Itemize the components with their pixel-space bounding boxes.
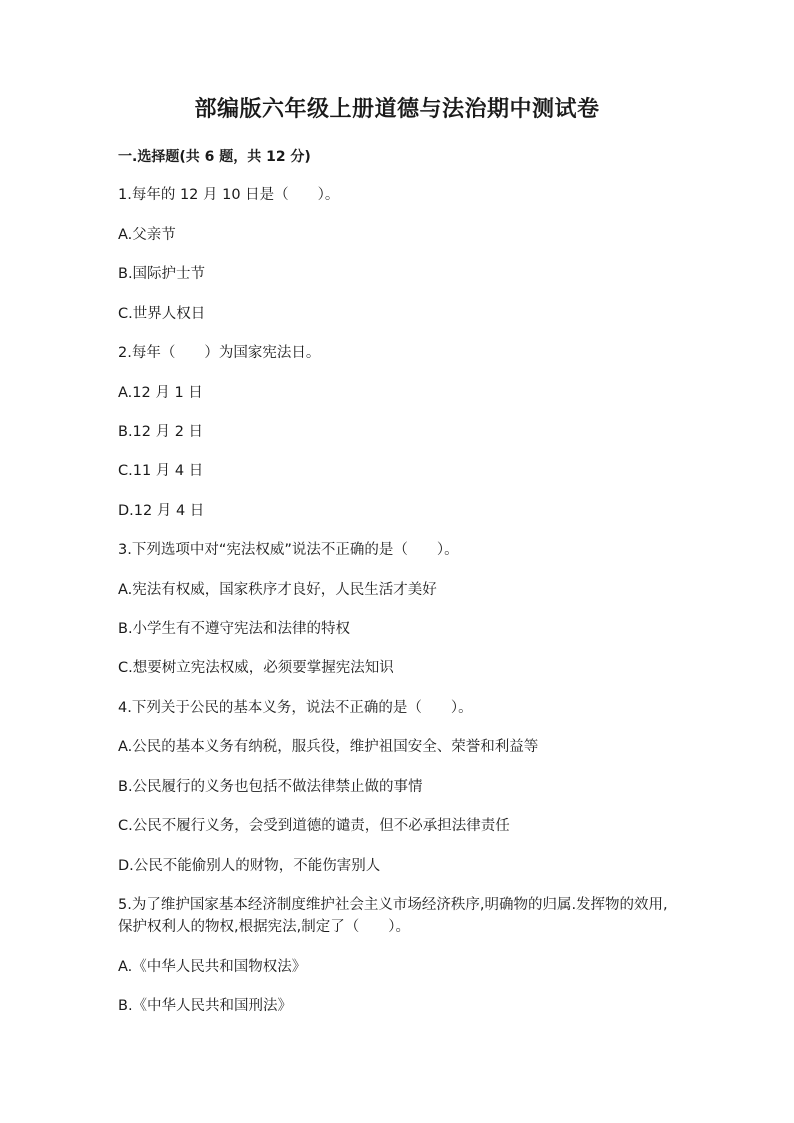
question-2-option-d: D.12 月 4 日	[118, 503, 205, 519]
question-2-stem: 2.每年（ ）为国家宪法日。	[118, 345, 321, 361]
question-3-option-c: C.想要树立宪法权威，必须要掌握宪法知识	[118, 660, 394, 676]
question-2-option-b: B.12 月 2 日	[118, 424, 204, 440]
question-3-stem: 3.下列选项中对“宪法权威”说法不正确的是（ ）。	[118, 542, 459, 558]
question-4-option-d: D.公民不能偷别人的财物，不能伤害别人	[118, 858, 381, 874]
question-2-option-c: C.11 月 4 日	[118, 463, 204, 479]
question-1-stem: 1.每年的 12 月 10 日是（ ）。	[118, 187, 340, 203]
question-5-option-a: A.《中华人民共和国物权法》	[118, 959, 307, 975]
question-4-stem: 4.下列关于公民的基本义务，说法不正确的是（ ）。	[118, 700, 473, 716]
question-3-option-a: A.宪法有权威，国家秩序才良好，人民生活才美好	[118, 582, 437, 598]
question-4-option-a: A.公民的基本义务有纳税，服兵役，维护祖国安全、荣誉和利益等	[118, 739, 539, 755]
question-4-option-c: C.公民不履行义务，会受到道德的谴责，但不必承担法律责任	[118, 818, 510, 834]
section-heading: 一.选择题(共 6 题，共 12 分)	[118, 149, 311, 165]
exam-title: 部编版六年级上册道德与法治期中测试卷	[194, 96, 600, 122]
question-1-option-c: C.世界人权日	[118, 306, 206, 322]
question-5-stem: 5.为了维护国家基本经济制度维护社会主义市场经济秩序,明确物的归属.发挥物的效用,保护权利人的物权,根据宪法,制定了（ ）。	[118, 897, 668, 935]
question-2-option-a: A.12 月 1 日	[118, 385, 203, 401]
question-5-option-b: B.《中华人民共和国刑法》	[118, 998, 293, 1014]
question-4-option-b: B.公民履行的义务也包括不做法律禁止做的事情	[118, 779, 423, 795]
question-3-option-b: B.小学生有不遵守宪法和法律的特权	[118, 621, 351, 637]
question-1-option-b: B.国际护士节	[118, 266, 206, 282]
question-1-option-a: A.父亲节	[118, 227, 176, 243]
